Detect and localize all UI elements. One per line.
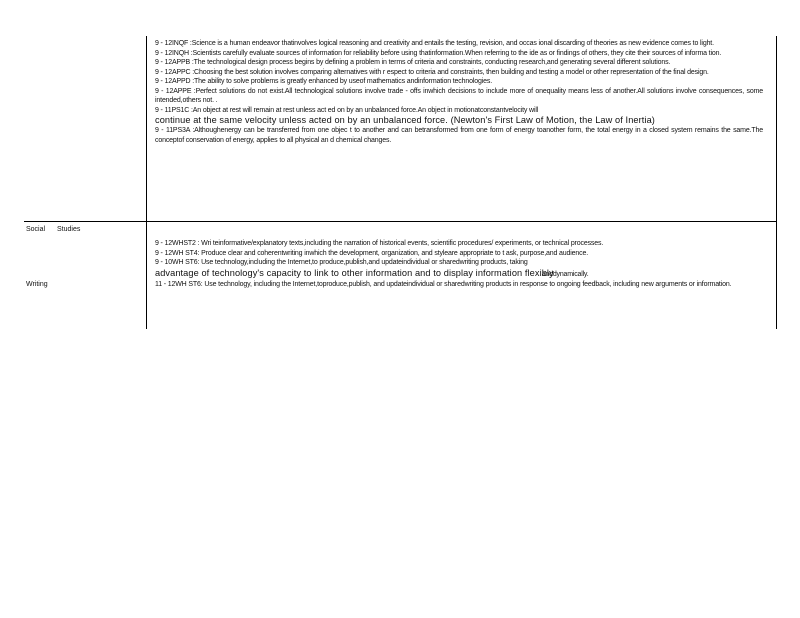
- standard-9-12inqh: 9 - 12INQH :Scientists carefully evaluate sources of information for reliability before using thatinformation.When referring to the ide as or findings of others, they cite their sources of informa tion.: [155, 49, 722, 57]
- row-divider-line: [24, 221, 777, 222]
- standard-11-12whst6: 11 - 12WH ST6: Use technology, including the Internet,toproduce,publish, and updateindividual or sharedwriting products in response to ongoing feedback, including new arguments or information.: [155, 280, 732, 288]
- newtons-first-law-line: continue at the same velocity unless acted on by an unbalanced force. (Newton's First Law of Motion, the Law of Inertia): [155, 115, 655, 125]
- standard-9-11ps1c: 9 - 11PS1C :An object at rest will remain at rest unless act ed on by an unbalanced force.An object in motionatconstantvelocity will: [155, 106, 539, 114]
- standard-9-12whst2: 9 - 12WHST2 : Wri teinformative/explanatory texts,including the narration of historical events, scientific procedures/ experiments, or technical processes.: [155, 240, 604, 247]
- technology-capacity-text: advantage of technology's capacity to link to other information and to display information flexibly: [155, 267, 554, 278]
- standard-9-12whst4: 9 - 12WH ST4: Produce clear and coherentwriting inwhich the development, organization, and styleare appropriate to t ask, purpose,and audience.: [155, 249, 589, 257]
- column-divider-line: [146, 36, 147, 329]
- science-standards-block: [155, 39, 763, 145]
- writing-standards-block: [155, 239, 763, 289]
- standard-9-12appd: 9 - 12APPD :The ability to solve problems is greatly enhanced by useof mathematics andinformation technologies.: [155, 78, 493, 85]
- standard-9-12inqf: 9 - 12INQF :Science is a human endeavor thatinvolves logical reasoning and creativity and entails the testing, revision, and occas ional discarding of theories as new evidence comes to light.: [155, 40, 714, 47]
- social-studies-label: Social Studies: [26, 226, 81, 233]
- right-border-line: [776, 36, 777, 329]
- standard-9-12appe: 9 - 12APPE :Perfect solutions do not exist.All technological solutions involve trade - offs inwhich decisions to include more of onequality means less of another.All solutions involve consequences, some intended,others not. .: [155, 87, 763, 104]
- standard-9-12appb: 9 - 12APPB :The technological design process begins by defining a problem in terms of criteria and constraints, conducting research,and generating several different solutions.: [155, 59, 671, 66]
- technology-capacity-line: [155, 268, 763, 280]
- standard-9-11ps3a: 9 - 11PS3A :Althoughenergy can be transferred from one objec t to another and can betransformed from one form of energy toanother form, the total energy in a closed system remains the same.The conceptof conservation of energy, applies to all physical an d chemical changes.: [155, 127, 763, 144]
- standard-9-10whst6: 9 - 10WH ST6: Use technology,including the Internet,to produce,publish,and updateindividual or sharedwriting products, taking: [155, 259, 528, 266]
- technology-capacity-suffix: anddynamically.: [541, 270, 589, 278]
- writing-label: Writing: [26, 281, 48, 288]
- standard-9-12appc: 9 - 12APPC :Choosing the best solution involves comparing alternatives with r espect to criteria and constraints, then building and testing a model or other representation of the final design.: [155, 68, 709, 76]
